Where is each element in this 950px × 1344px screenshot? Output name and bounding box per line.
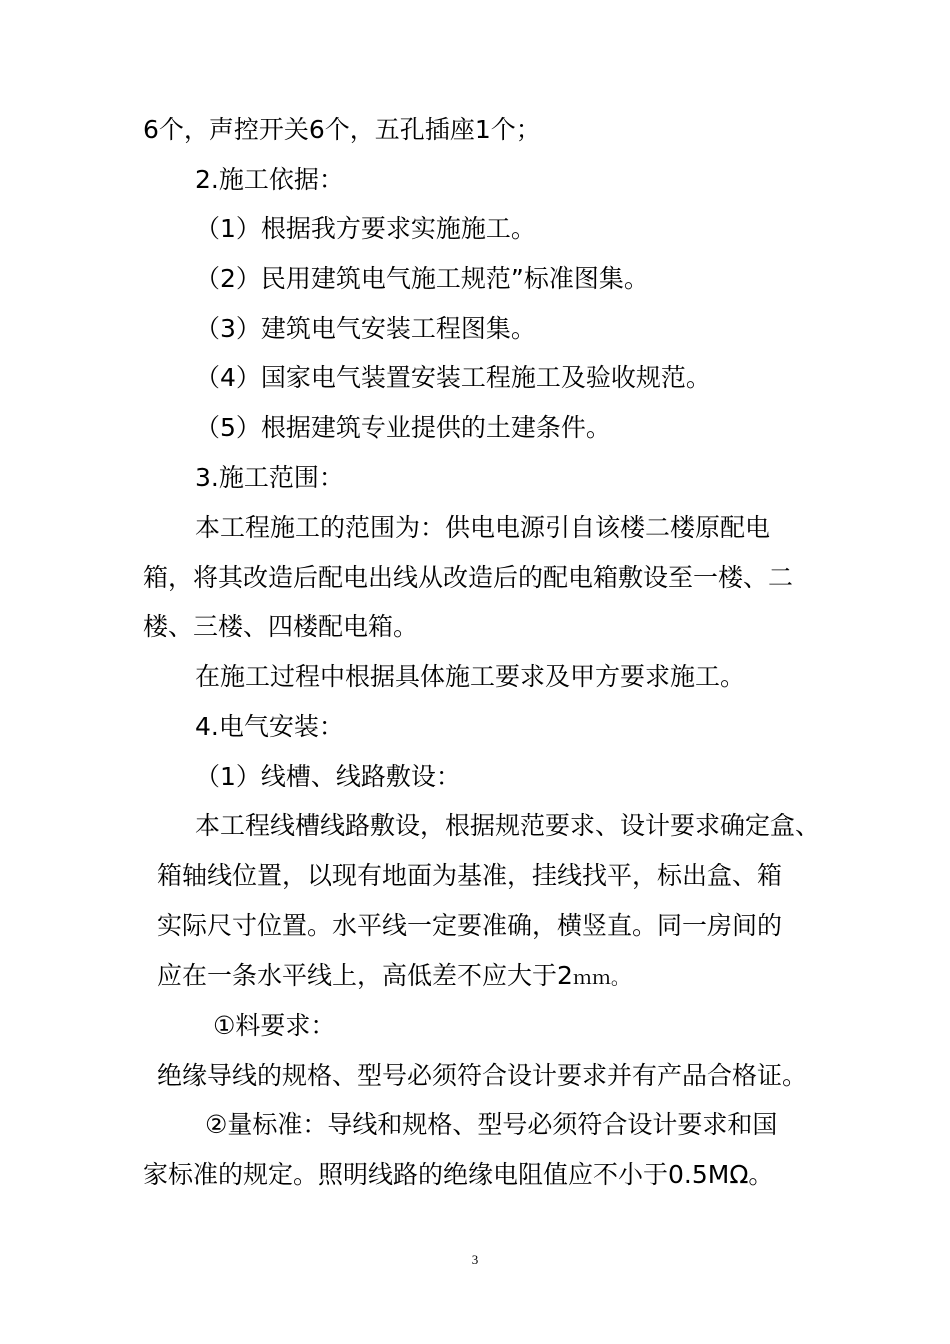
paragraph-line: 绝缘导线的规格、型号必须符合设计要求并有产品合格证。	[157, 1061, 808, 1090]
list-item: （1）根据我方要求实施施工。	[195, 214, 536, 243]
list-item: （2）民用建筑电气施工规范”标准图集。	[195, 264, 649, 293]
unit-text: ｍｍ。	[572, 968, 630, 989]
page-number: 3	[471, 1252, 479, 1267]
paragraph-text: 应在一条水平线上，高低差不应大于2	[157, 961, 573, 990]
list-item: （1）线槽、线路敷设：	[195, 762, 461, 791]
paragraph-line: 本工程线槽线路敷设，根据规范要求、设计要求确定盒、	[195, 811, 821, 840]
paragraph-line: 家标准的规定。照明线路的绝缘电阻值应不小于0.5MΩ。	[143, 1160, 774, 1189]
paragraph-line: 箱轴线位置，以现有地面为基准，挂线找平，标出盒、箱	[157, 861, 783, 890]
list-item: （5）根据建筑专业提供的土建条件。	[195, 413, 611, 442]
paragraph-line: 本工程施工的范围为：供电电源引自该楼二楼原配电	[195, 513, 771, 542]
paragraph-line: 楼、三楼、四楼配电箱。	[143, 612, 419, 641]
paragraph-line: 6个，声控开关6个，五孔插座1个；	[143, 115, 541, 144]
paragraph-line: 实际尺寸位置。水平线一定要准确，横竖直。同一房间的	[157, 911, 783, 940]
section-heading: 2.施工依据：	[195, 165, 344, 194]
section-heading: 4.电气安装：	[195, 712, 344, 741]
subheading: ①料要求：	[213, 1011, 336, 1040]
list-item: （4）国家电气装置安装工程施工及验收规范。	[195, 363, 711, 392]
paragraph-line: 箱，将其改造后配电出线从改造后的配电箱敷设至一楼、二	[143, 563, 794, 592]
subheading: ②量标准：导线和规格、型号必须符合设计要求和国	[205, 1110, 778, 1139]
list-item: （3）建筑电气安装工程图集。	[195, 314, 536, 343]
paragraph-line: 在施工过程中根据具体施工要求及甲方要求施工。	[195, 662, 746, 691]
section-heading: 3.施工范围：	[195, 463, 344, 492]
paragraph-line	[157, 961, 630, 994]
